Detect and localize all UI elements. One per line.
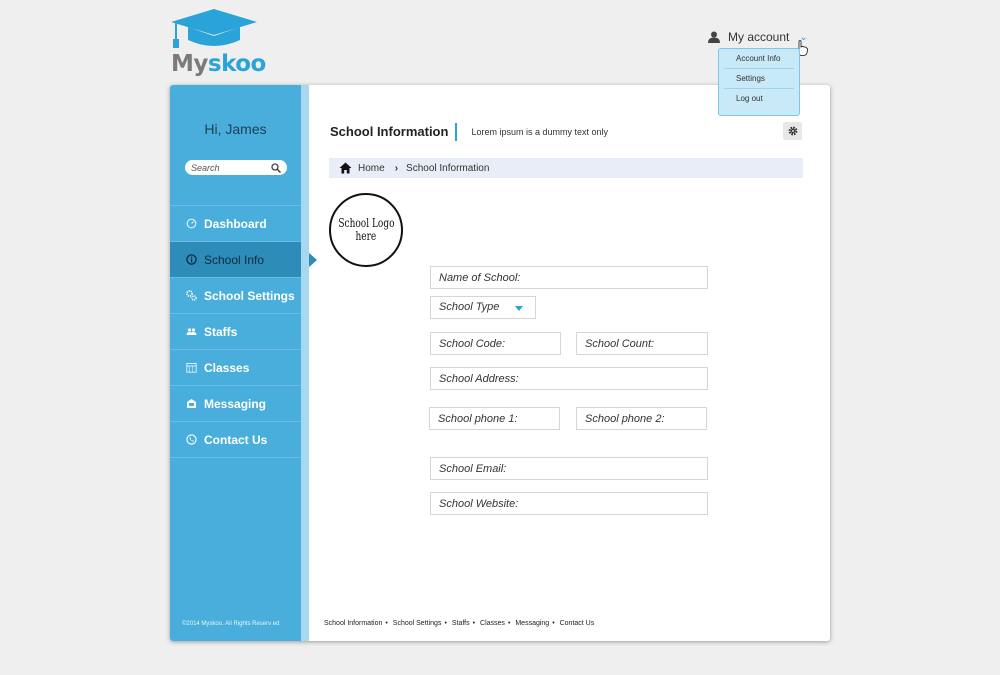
school-count-field[interactable] — [576, 332, 708, 355]
breadcrumb-home[interactable] — [339, 162, 385, 174]
sidebar-item-label: Staffs — [204, 324, 238, 339]
sidebar-item-contact-us[interactable] — [170, 422, 301, 458]
school-website-field[interactable] — [430, 492, 708, 515]
sidebar-item-classes[interactable] — [170, 350, 301, 386]
footer-link-staffs[interactable]: Staffs — [451, 620, 470, 627]
breadcrumb-current: School Information — [406, 162, 490, 174]
phone-icon — [186, 434, 197, 445]
footer-link-messaging[interactable]: Messaging — [515, 620, 550, 627]
user-icon — [708, 31, 720, 43]
sidebar-item-dashboard[interactable] — [170, 206, 301, 242]
school-type-value: School Type — [439, 301, 500, 313]
account-dropdown — [718, 48, 800, 116]
content-area — [309, 85, 830, 641]
sidebar-item-label: Classes — [204, 360, 250, 375]
school-type-select[interactable] — [430, 296, 536, 319]
logout-link[interactable]: Log out — [736, 94, 763, 103]
sidebar-item-label: Messaging — [204, 396, 267, 411]
mailbox-icon — [186, 398, 197, 409]
search-box — [185, 160, 287, 175]
home-icon — [339, 162, 352, 174]
caret-down-icon — [515, 306, 523, 311]
logo-placeholder-line2: here — [355, 229, 377, 243]
greeting: Hi, James — [204, 121, 267, 137]
breadcrumb — [329, 158, 803, 178]
calendar-icon — [186, 362, 197, 373]
brand-logo[interactable] — [170, 8, 266, 78]
page-title: School Information — [330, 123, 457, 141]
school-logo-placeholder[interactable] — [329, 193, 403, 267]
sidebar-edge — [301, 85, 309, 641]
school-phone1-field[interactable] — [429, 407, 560, 430]
school-email-field[interactable] — [430, 457, 708, 480]
sidebar-item-staffs[interactable] — [170, 314, 301, 350]
gear-icon — [788, 126, 798, 136]
sidebar — [170, 85, 301, 641]
main-panel — [170, 85, 830, 641]
account-info-link[interactable]: Account Info — [724, 49, 794, 69]
page-subtitle: Lorem ipsum is a dummy text only — [471, 127, 608, 137]
school-code-field[interactable] — [430, 332, 561, 355]
sidebar-item-school-settings[interactable] — [170, 278, 301, 314]
footer-link-contact-us[interactable]: Contact Us — [559, 620, 595, 627]
footer-link-school-information[interactable]: School Information — [324, 620, 383, 627]
users-icon — [186, 326, 197, 337]
sidebar-item-label: Dashboard — [204, 216, 267, 231]
footer-link-classes[interactable]: Classes — [480, 620, 505, 627]
footer-link-school-settings[interactable]: School Settings — [392, 620, 442, 627]
my-account-menu[interactable] — [708, 28, 808, 46]
chevron-down-icon: ⌄ — [799, 31, 808, 43]
search-input[interactable] — [191, 163, 261, 173]
sidebar-item-label: School Settings — [204, 288, 295, 303]
sidebar-item-messaging[interactable] — [170, 386, 301, 422]
school-phone2-field[interactable] — [576, 407, 707, 430]
sidebar-item-school-info[interactable] — [170, 242, 301, 278]
settings-button[interactable] — [783, 122, 802, 140]
info-icon — [186, 254, 197, 265]
sidebar-item-label: School Info — [204, 252, 265, 267]
copyright-text: ©2014 Myskoo. All Rights Reserv ed — [182, 621, 280, 627]
account-label: My account — [728, 30, 790, 44]
gears-icon — [186, 290, 197, 301]
page-header — [330, 123, 608, 141]
sidebar-item-label: Contact Us — [204, 432, 268, 447]
chevron-right-icon: › — [394, 162, 399, 174]
footer-links: School Information • School Settings • Staffs • Classes • Messaging • Contact Us — [324, 620, 595, 627]
graduation-cap-icon — [170, 8, 262, 53]
settings-link[interactable]: Settings — [724, 69, 794, 89]
sidebar-nav — [170, 205, 301, 458]
breadcrumb-home-label: Home — [358, 162, 385, 174]
school-address-field[interactable] — [430, 367, 708, 390]
search-icon[interactable] — [271, 163, 281, 173]
logo-placeholder-line1: School Logo — [337, 216, 395, 230]
brand-name: Myskoo — [171, 51, 266, 77]
school-name-field[interactable] — [430, 266, 708, 289]
dashboard-icon — [186, 218, 197, 229]
